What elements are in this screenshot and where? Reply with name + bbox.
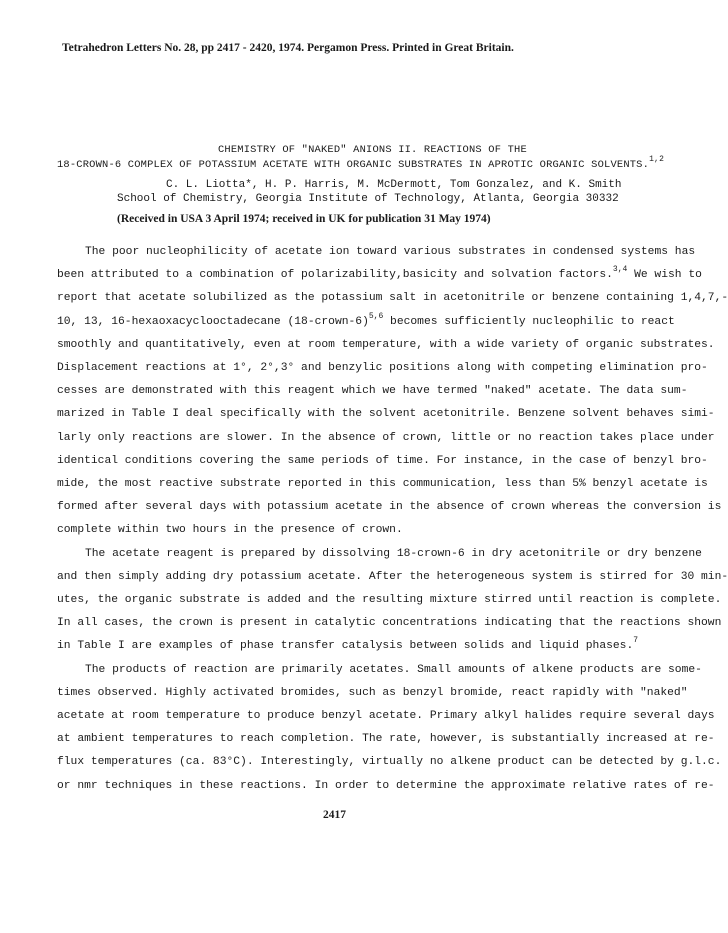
- body-line: [57, 291, 728, 305]
- body-line-text: report that acetate solubilized as the potassium salt in acetonitrile or benzene containing 1,4,7,-: [57, 292, 728, 305]
- authors: C. L. Liotta*, H. P. Harris, M. McDermott, Tom Gonzalez, and K. Smith: [166, 179, 622, 191]
- body-line-text: mide, the most reactive substrate reported in this communication, less than 5% benzyl acetate is: [57, 478, 708, 490]
- body-line-text: in Table I are examples of phase transfer catalysis between solids and liquid phases.: [57, 640, 634, 653]
- body-line-continuation: We wish to: [627, 269, 702, 282]
- title-line-2: [57, 155, 665, 173]
- footnote-ref: 5,6: [368, 311, 384, 321]
- body-line: [85, 245, 695, 259]
- body-line: [57, 311, 675, 330]
- body-line-text: larly only reactions are slower. In the absence of crown, little or no reaction takes place under: [57, 431, 715, 444]
- body-line-text: utes, the organic substrate is added and the resulting mixture stirred until reaction is complete.: [57, 594, 722, 606]
- body-line-text: marized in Table I deal specifically with the solvent acetonitrile. Benzene solvent behaves simi-: [57, 408, 715, 421]
- body-line-text: The acetate reagent is prepared by dissolving 18-crown-6 in dry acetonitrile or dry benzene: [85, 547, 702, 560]
- body-line-text: formed after several days with potassium acetate in the absence of crown whereas the conversion is: [57, 501, 722, 514]
- body-line: [57, 686, 687, 700]
- body-line: [57, 454, 708, 468]
- body-line: [57, 593, 721, 607]
- body-line-text: In all cases, the crown is present in catalytic concentrations indicating that the reactions shown: [57, 617, 722, 630]
- body-line-text: identical conditions covering the same periods of time. For instance, in the case of benzyl bro-: [57, 454, 708, 467]
- body-line: [57, 384, 687, 398]
- title-line-1: CHEMISTRY OF "NAKED" ANIONS II. REACTIONS OF THE: [218, 144, 527, 156]
- body-line: [57, 636, 639, 654]
- received-dates: (Received in USA 3 April 1974; received in UK for publication 31 May 1974): [117, 213, 491, 225]
- body-line: [57, 477, 708, 491]
- body-line: [57, 361, 708, 375]
- footnote-ref: 7: [633, 636, 639, 646]
- body-line-text: times observed. Highly activated bromides, such as benzyl bromide, react rapidly with "naked": [57, 686, 688, 699]
- body-line-text: flux temperatures (ca. 83°C). Interestingly, virtually no alkene product can be detected by g.l.c.: [57, 756, 722, 769]
- body-line: [57, 265, 702, 283]
- body-line: [57, 779, 715, 793]
- title-line-2-text: 18-CROWN-6 COMPLEX OF POTASSIUM ACETATE WITH ORGANIC SUBSTRATES IN APROTIC ORGANIC SOLVENTS.: [57, 159, 650, 171]
- body-line: [57, 500, 721, 514]
- title-footnote-refs: 1,2: [649, 155, 665, 164]
- body-line-text: smoothly and quantitatively, even at room temperature, with a wide variety of organic substrates.: [57, 338, 715, 351]
- body-line-text: The products of reaction are primarily acetates. Small amounts of alkene products are some-: [85, 663, 702, 676]
- affiliation: School of Chemistry, Georgia Institute of Technology, Atlanta, Georgia 30332: [117, 193, 619, 205]
- body-line-text: been attributed to a combination of polarizability,basicity and solvation factors.: [57, 269, 613, 282]
- body-line-text: or nmr techniques in these reactions. In order to determine the approximate relative rates of re-: [57, 779, 715, 792]
- page-number: 2417: [323, 809, 346, 821]
- body-line-text: complete within two hours in the presence of crown.: [57, 524, 403, 537]
- body-line: [57, 338, 715, 352]
- body-line-text: The poor nucleophilicity of acetate ion toward various substrates in condensed systems has: [85, 246, 696, 258]
- body-line: [57, 755, 721, 769]
- body-line: [57, 709, 715, 723]
- body-line-text: Displacement reactions at 1°, 2°,3° and benzylic positions along with competing elimination pro-: [57, 362, 708, 374]
- body-line: [57, 407, 715, 421]
- journal-header: Tetrahedron Letters No. 28, pp 2417 - 2420, 1974. Pergamon Press. Printed in Great Britain.: [62, 42, 514, 54]
- body-line: [57, 570, 728, 584]
- body-line-text: and then simply adding dry potassium acetate. After the heterogeneous system is stirred for 30 min-: [57, 570, 728, 583]
- body-line-text: at ambient temperatures to reach completion. The rate, however, is substantially increased at re-: [57, 733, 715, 746]
- footnote-ref: 3,4: [612, 265, 628, 275]
- body-line: [57, 616, 721, 630]
- body-line-text: acetate at room temperature to produce benzyl acetate. Primary alkyl halides require several days: [57, 710, 715, 722]
- body-line: [85, 663, 702, 677]
- body-line: [57, 732, 715, 746]
- body-line-text: 10, 13, 16-hexaoxacyclooctadecane (18-crown-6): [57, 315, 369, 328]
- body-line: [57, 523, 403, 537]
- body-line-text: cesses are demonstrated with this reagent which we have termed "naked" acetate. The data sum-: [57, 385, 688, 398]
- body-line-continuation: becomes sufficiently nucleophilic to react: [383, 315, 675, 328]
- body-line: [57, 431, 715, 445]
- body-line: [85, 547, 702, 561]
